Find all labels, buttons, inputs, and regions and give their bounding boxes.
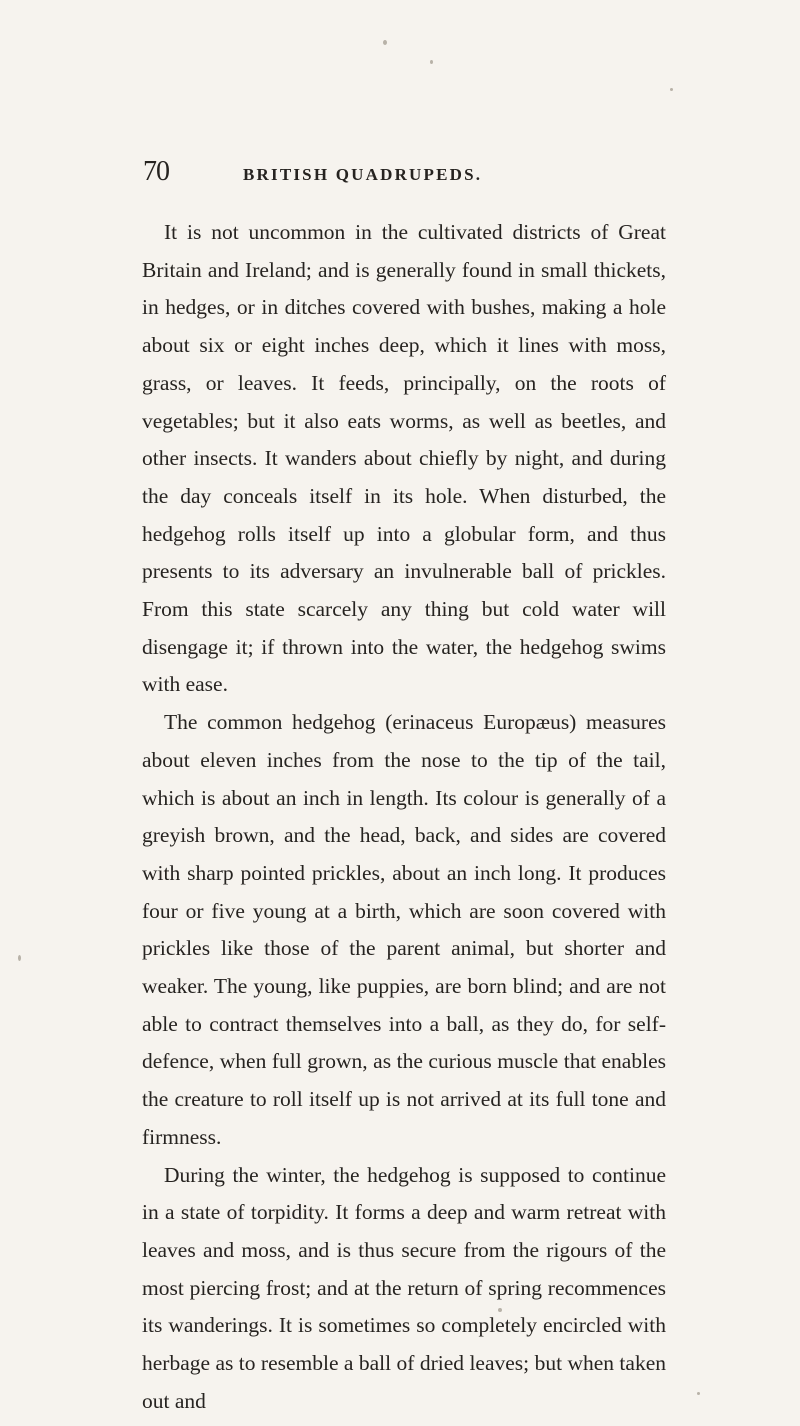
paragraph-3: During the winter, the hedgehog is supposed to continue in a state of torpidity. It forms a deep and warm retreat with leaves and moss, and is thus secure from the rigours of the most piercing frost; and at the return of spring recommences its wanderings. It is sometimes so completely encircled with herbage as to resemble a ball of dried leaves; but when taken out and bbox=[142, 1162, 666, 1413]
paragraph-2: The common hedgehog (erinaceus Europæus) measures about eleven inches from the nose to the tip of the tail, which is about an inch in length. Its colour is generally of a greyish brown, and the head, back, and sides are covered with sharp pointed prickles, about an inch long. It produces four or five young at a birth, which are soon covered with prickles like those of the parent animal, but shorter and weaker. The young, like puppies, are born blind; and are not able to contract themselves into a ball, as they do, for self-defence, when full grown, as the curious muscle that enables the creature to roll itself up is not arrived at its full tone and firmness. bbox=[142, 710, 666, 1149]
paper-speck bbox=[697, 1392, 700, 1395]
paragraph-1: It is not uncommon in the cultivated districts of Great Britain and Ireland; and is generally found in small thickets, in hedges, or in ditches covered with bushes, making a hole about six or eight inches deep, which it lines with moss, grass, or leaves. It feeds, principally, on the roots of vegetables; but it also eats worms, as well as beetles, and other insects. It wanders about chiefly by night, and during the day conceals itself in its hole. When disturbed, the hedgehog rolls itself up into a globular form, and thus presents to its adversary an invulnerable ball of prickles. From this state scarcely any thing but cold water will disengage it; if thrown into the water, the hedgehog swims with ease. bbox=[142, 220, 666, 697]
page-number: 70 bbox=[143, 156, 169, 187]
paper-speck bbox=[430, 60, 433, 64]
paper-speck bbox=[498, 1308, 502, 1312]
paper-speck bbox=[383, 40, 387, 45]
paper-speck bbox=[18, 955, 21, 961]
paper-speck bbox=[670, 88, 673, 91]
running-head: BRITISH QUADRUPEDS. bbox=[243, 165, 483, 184]
body-text bbox=[142, 214, 666, 1421]
page-header bbox=[143, 156, 663, 192]
